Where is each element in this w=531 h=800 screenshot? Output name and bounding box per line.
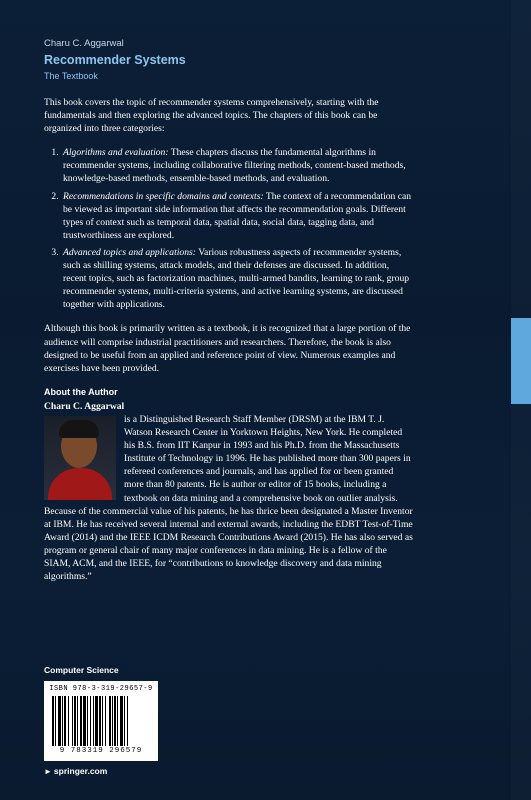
- barcode-bars: [52, 696, 150, 746]
- book-subtitle: The Textbook: [44, 71, 98, 81]
- author-bio-text: is a Distinguished Research Staff Member (DRSM) at the IBM T. J. Watson Research Center in Yorktown Heights, New York. He completed his B.S. from IIT Kanpur in 1993 and his Ph.D. from the Massachusetts Institute of Technology in 1996. He has published more than 300 papers in refereed conferences and journals, and has applied for or been granted more than 80 patents. He is author or editor of 15 books, including a textbook on data mining and a comprehensive book on outlier analysis. Because of the commercial value of his patents, he has thrice been designated a Master Inventor at IBM. He has received several internal and external awards, including the EDBT Test-of-Time Award (2014) and the IEEE ICDM Research Contributions Award (2015). He has also served as program or general chair of many major conferences in data mining. He is a fellow of the SIAM, ACM, and the IEEE, for “contributions to knowledge discovery and data mining algorithms.”: [44, 413, 413, 583]
- cover-header: [44, 38, 186, 81]
- barcode-number: 9 783319 296579: [59, 747, 143, 755]
- about-author-section: [44, 400, 414, 583]
- isbn-text: ISBN 978-3-319-29657-9: [49, 685, 153, 693]
- category-heading: Advanced topics and applications:: [63, 246, 196, 258]
- author-bio-name: Charu C. Aggarwal: [44, 400, 125, 412]
- list-item: [61, 146, 414, 185]
- list-item: [61, 190, 414, 242]
- category-text: Various robustness aspects of recommender systems, such as shilling systems, attack models, and their defenses are discussed. In addition, recent topics, such as factorization machines, multi-armed bandits, learning to rank, group recommender systems, multi-criteria systems, and active learning systems, are discussed together with applications.: [63, 246, 410, 311]
- category-text: These chapters discuss the fundamental algorithms in recommender systems, including collaborative filtering methods, content-based methods, knowledge-based methods, ensemble-based methods, and evaluation.: [63, 147, 406, 185]
- intro-paragraph: This book covers the topic of recommender systems comprehensively, starting with the fundamentals and then exploring the advanced topics. The chapters of this book can be organized into three categories:: [44, 97, 379, 135]
- publisher-url: springer.com: [53, 766, 108, 776]
- publisher-link[interactable]: [44, 766, 158, 776]
- list-item: [61, 246, 414, 311]
- audience-paragraph: Although this book is primarily written as a textbook, it is recognized that a large portion of the audience will comprise industrial practitioners and researchers. Therefore, the book is also designed to be useful from an applied and reference point of view. Numerous examples and exercises have been provided.: [44, 323, 411, 374]
- book-title: Recommender Systems: [44, 53, 186, 67]
- category-list: [44, 146, 414, 311]
- category-heading: Algorithms and evaluation:: [63, 147, 169, 159]
- category-heading: Recommendations in specific domains and contexts:: [63, 190, 264, 202]
- edge-color-tab: [511, 318, 531, 404]
- author-bio-line: [44, 400, 414, 413]
- isbn-barcode: [44, 681, 158, 761]
- about-author-heading: About the Author: [44, 386, 118, 397]
- blurb: [44, 96, 414, 583]
- category-text: The context of a recommendation can be viewed as important side information that affects the recommendation goals. Different types of context such as temporal data, spatial data, social data, tagging data, and trustworthiness are explored.: [63, 190, 412, 241]
- arrow-icon: ►: [44, 767, 52, 776]
- cover-footer: [44, 665, 158, 776]
- author-photo: [44, 416, 116, 500]
- author-name: Charu C. Aggarwal: [44, 38, 124, 49]
- subject-category: Computer Science: [44, 665, 119, 675]
